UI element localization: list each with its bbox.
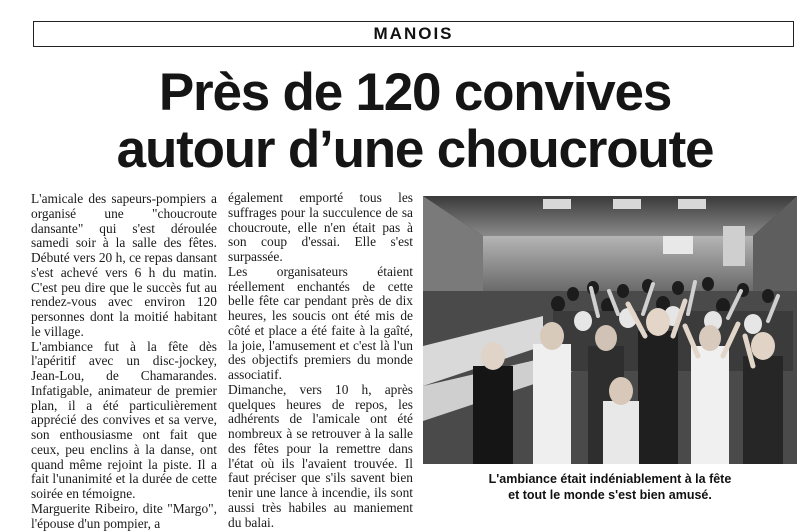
article-headline (30, 64, 800, 178)
paragraph: Les organisateurs étaient réellement enchantés de cette belle fête car pendant près de dix heures, les soucis ont été mis de côté et place a été faite à la gaîté, la joie, l'amusement et c'est là l'un des objectifs premiers du monde associatif. (228, 263, 413, 382)
party-photo (423, 196, 797, 464)
article-column-2 (228, 191, 413, 530)
paragraph: Marguerite Ribeiro, dite "Margo", l'épouse d'un pompier, a (31, 500, 217, 531)
photo-caption (423, 471, 797, 503)
caption-line-1: L'ambiance était indéniablement à la fête (488, 472, 732, 486)
headline-line-1: Près de 120 convives (158, 63, 672, 122)
article-column-1 (31, 192, 217, 531)
paragraph: L'amicale des sapeurs-pompiers a organisé une "choucroute dansante" qui s'est déroulée samedi soir à la salle des fêtes. Débuté vers 20 h, ce repas dansant s'est achevé vers 6 h du matin. C'est peu dire que le succès fut au rendez-vous avec environ 120 personnes dont la moitié habitant le village. (31, 191, 217, 339)
paragraph: Dimanche, vers 10 h, après quelques heures de repos, les adhérents de l'amicale ont été nombreux à se retrouver à la salle des fêtes pour la remettre dans l'état où ils l'avaient trouvée. Il faut préciser que s'ils savent bien tenir une lance à incendie, ils sont aussi très habiles au maniement du balai. (228, 381, 413, 530)
section-label: MANOIS (373, 24, 454, 43)
section-header-box (33, 21, 794, 47)
photo-illustration (423, 196, 797, 464)
headline-line-2: autour d’une choucroute (116, 120, 714, 179)
paragraph: également emporté tous les suffrages pour la succulence de sa choucroute, elle n'en était pas à son coup d'essai. Elle s'est surpassée. (228, 190, 413, 264)
paragraph: L'ambiance fut à la fête dès l'apéritif avec un disc-jockey, Jean-Lou, de Chamarandes. Infatigable, animateur de premier plan, il a été particulièrement apprécié des convives et sa verve, son enthousiasme ont fait que ceux, peu enclins à la danse, ont quand même rejoint la piste. Il a fait l'unanimité et la durée de cette soirée en témoigne. (31, 338, 217, 501)
caption-line-2: et tout le monde s'est bien amusé. (508, 488, 712, 502)
